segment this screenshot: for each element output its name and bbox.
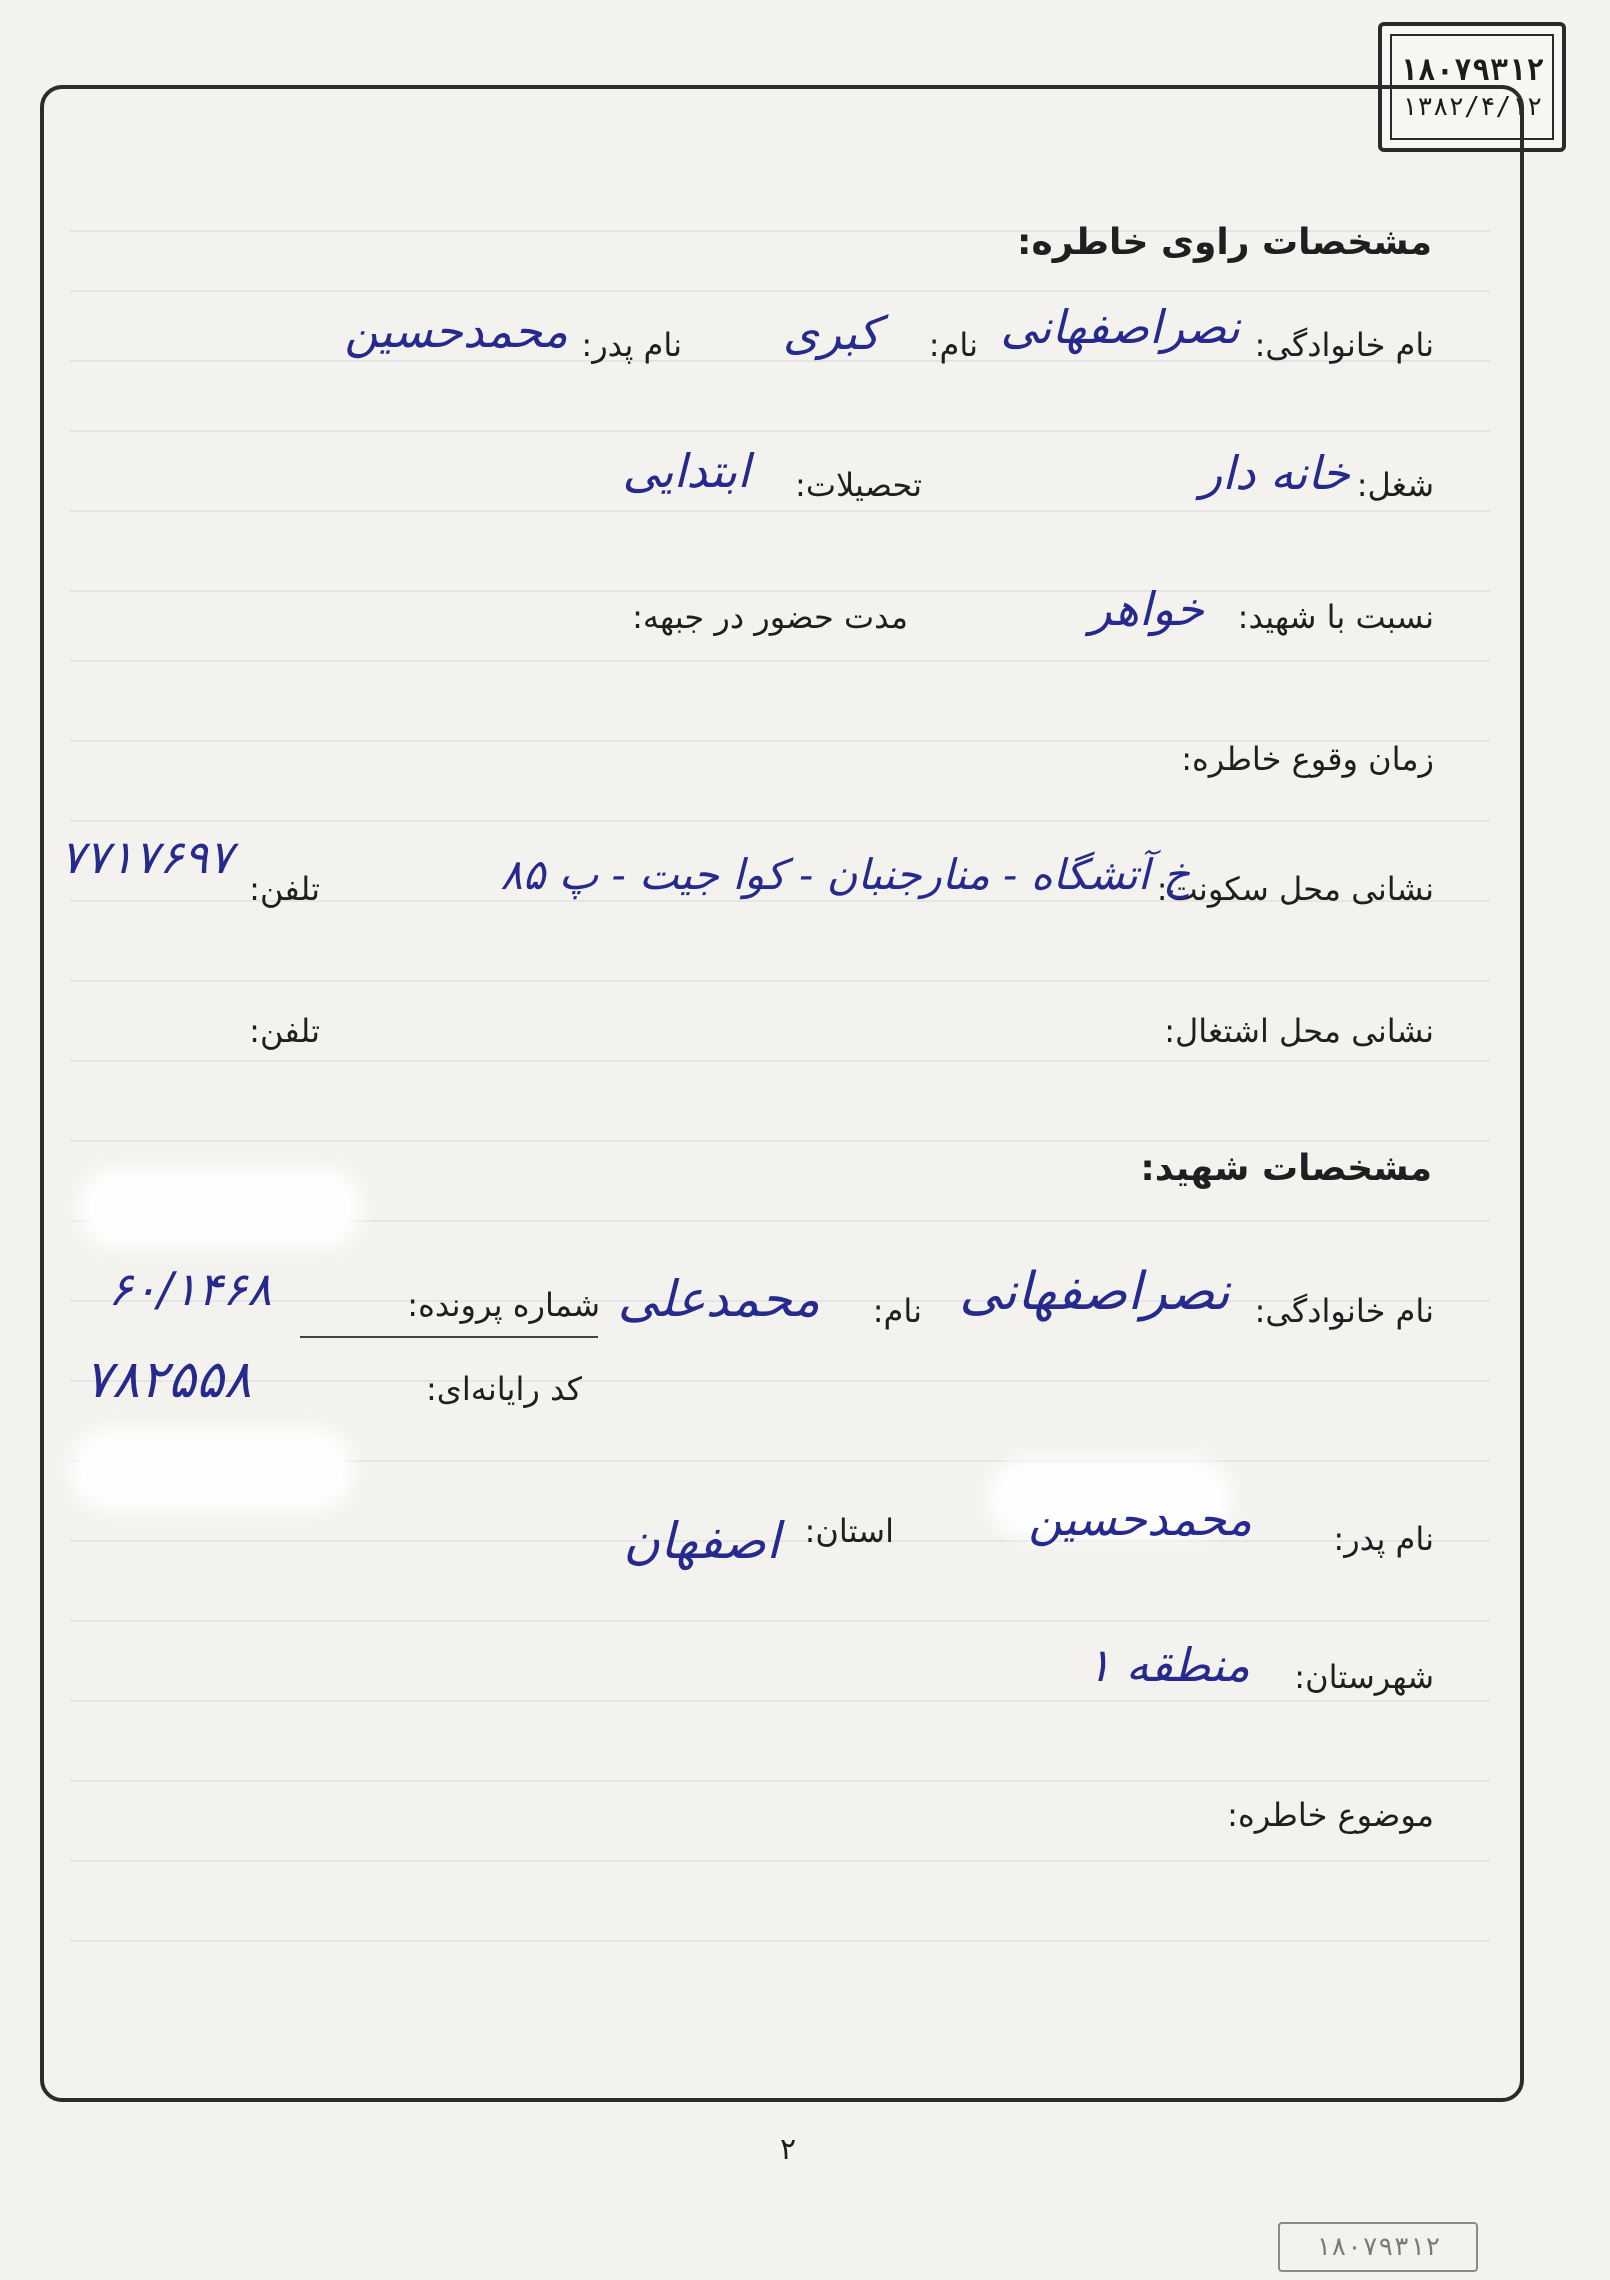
narrator-work-address-label: نشانی محل اشتغال: <box>1164 1012 1434 1050</box>
martyr-city-label: شهرستان: <box>1294 1658 1434 1696</box>
martyr-province-value: اصفهان <box>623 1512 780 1570</box>
narrator-education-value: ابتدایی <box>622 444 750 498</box>
narrator-father-name-label: نام پدر: <box>581 326 682 364</box>
martyr-memory-subject-label: موضوع خاطره: <box>1227 1796 1434 1834</box>
narrator-home-address-label: نشانی محل سکونت: <box>1156 870 1434 908</box>
martyr-family-name-value: نصراصفهانی <box>959 1262 1230 1322</box>
narrator-home-phone-value: ۷۷۱۷۶۹۷ <box>60 830 233 884</box>
narrator-front-duration-label: مدت حضور در جبهه: <box>632 598 908 636</box>
martyr-computer-code-value: ۷۸۲۵۵۸ <box>84 1350 252 1410</box>
stamp-date: ۱۳۸۲/۴/۱۲ <box>1401 91 1543 122</box>
martyr-first-name-value: محمدعلی <box>617 1270 820 1328</box>
martyr-province-label: استان: <box>804 1512 894 1550</box>
narrator-first-name-value: کبری <box>782 306 880 360</box>
file-number-underline <box>300 1336 598 1338</box>
martyr-father-name-value: محمدحسین <box>1028 1492 1252 1546</box>
martyr-computer-code-label: کد رایانه‌ای: <box>426 1370 582 1408</box>
bottom-stamp: ۱۸۰۷۹۳۱۲ <box>1278 2222 1478 2272</box>
narrator-home-phone-label: تلفن: <box>249 870 320 908</box>
martyr-family-name-label: نام خانوادگی: <box>1254 1292 1434 1330</box>
narrator-family-name-label: نام خانوادگی: <box>1254 326 1434 364</box>
martyr-file-number-label: شماره پرونده: <box>407 1286 600 1324</box>
narrator-education-label: تحصیلات: <box>795 466 922 504</box>
narrator-relation-label: نسبت با شهید: <box>1237 598 1434 636</box>
stamp-number: ۱۸۰۷۹۳۱۲ <box>1399 52 1545 88</box>
narrator-section-heading: مشخصات راوی خاطره: <box>1017 222 1432 263</box>
martyr-first-name-label: نام: <box>872 1292 922 1330</box>
whiteout-mark <box>90 1180 350 1236</box>
whiteout-mark <box>82 1440 342 1500</box>
narrator-family-name-value: نصراصفهانی <box>1000 300 1240 354</box>
narrator-work-phone-label: تلفن: <box>249 1012 320 1050</box>
narrator-memory-time-label: زمان وقوع خاطره: <box>1181 740 1434 778</box>
martyr-father-name-label: نام پدر: <box>1333 1520 1434 1558</box>
narrator-father-name-value: محمدحسین <box>344 304 568 358</box>
narrator-first-name-label: نام: <box>928 326 978 364</box>
narrator-relation-value: خواهر <box>1089 582 1204 636</box>
page-number: ۲ <box>780 2132 797 2167</box>
narrator-job-label: شغل: <box>1356 466 1434 504</box>
martyr-city-value: منطقه ۱ <box>1086 1638 1250 1692</box>
narrator-home-address-value: خ آتشگاه - منارجنبان - کوا جیت - پ ۸۵ <box>500 850 1190 899</box>
martyr-section-heading: مشخصات شهید: <box>1140 1148 1432 1189</box>
narrator-job-value: خانه دار <box>1199 446 1350 500</box>
martyr-file-number-value: ۶۰/۱۴۶۸ <box>108 1262 272 1316</box>
